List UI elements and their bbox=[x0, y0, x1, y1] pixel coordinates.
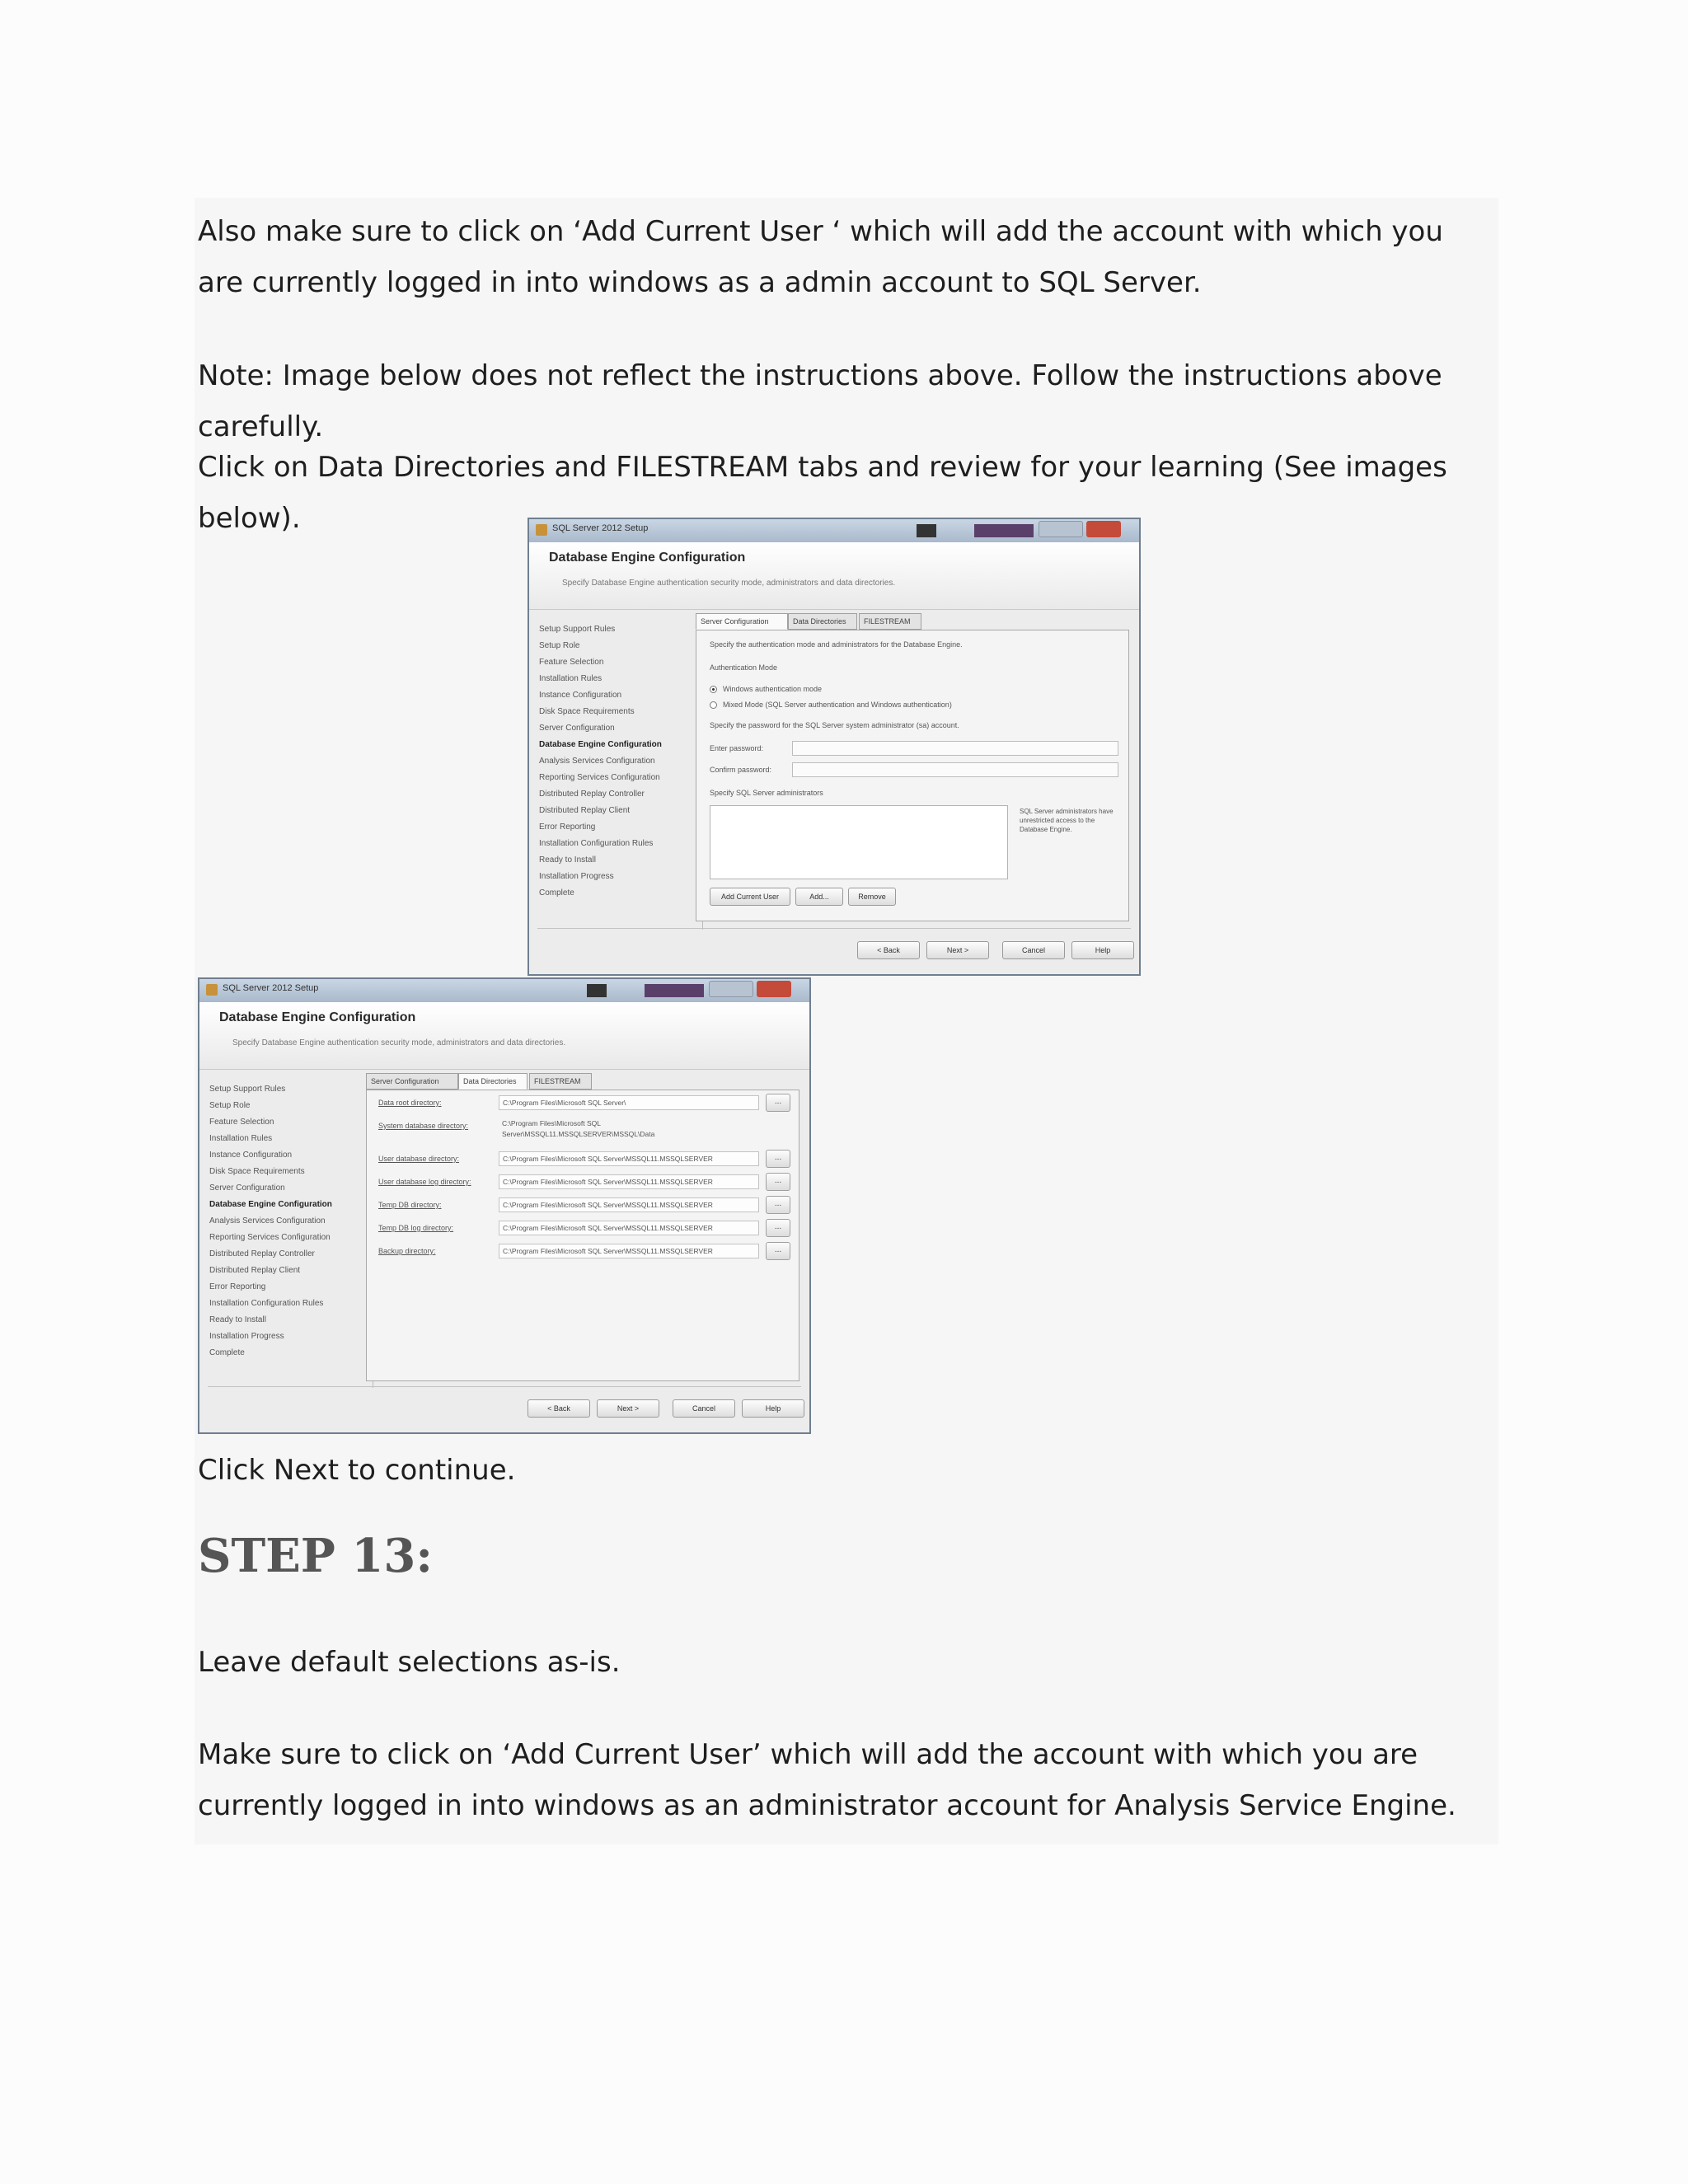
data-directories-panel bbox=[366, 1090, 799, 1381]
confirm-password-field[interactable] bbox=[792, 762, 1118, 777]
window-title: SQL Server 2012 Setup bbox=[223, 983, 319, 993]
dir-label: Temp DB log directory: bbox=[378, 1224, 454, 1232]
close-icon[interactable] bbox=[1086, 521, 1121, 537]
windows-auth-radio[interactable] bbox=[710, 686, 717, 693]
nav-item[interactable]: Setup Support Rules bbox=[539, 625, 616, 634]
dialog-header bbox=[529, 542, 1139, 610]
nav-item[interactable]: Complete bbox=[539, 888, 574, 898]
window-titlebar bbox=[529, 519, 1139, 542]
dir-value-field[interactable]: C:\Program Files\Microsoft SQL Server\MSSQL11.MSSQLSERVER bbox=[499, 1244, 759, 1258]
nav-item[interactable]: Reporting Services Configuration bbox=[209, 1233, 331, 1242]
window-title: SQL Server 2012 Setup bbox=[552, 523, 649, 533]
dir-value-field[interactable]: C:\Program Files\Microsoft SQL Server\MSSQL11.MSSQLSERVER bbox=[499, 1151, 759, 1166]
add-current-user-button[interactable]: Add Current User bbox=[710, 888, 790, 906]
auth-mode-label: Authentication Mode bbox=[710, 663, 778, 672]
dir-value-field[interactable]: C:\Program Files\Microsoft SQL Server\MSSQL11.MSSQLSERVER bbox=[499, 1221, 759, 1235]
tab-server-configuration[interactable]: Server Configuration bbox=[696, 613, 788, 630]
dialog-subtitle: Specify Database Engine authentication security mode, administrators and data directories. bbox=[562, 579, 896, 588]
nav-item-active[interactable]: Database Engine Configuration bbox=[539, 740, 662, 749]
auth-intro: Specify the authentication mode and administrators for the Database Engine. bbox=[710, 640, 963, 649]
mixed-mode-label: Mixed Mode (SQL Server authentication and Windows authentication) bbox=[723, 701, 952, 709]
paragraph-click-next: Click Next to continue. bbox=[198, 1454, 516, 1487]
nav-item[interactable]: Distributed Replay Client bbox=[209, 1266, 301, 1275]
server-config-panel bbox=[696, 630, 1129, 921]
nav-item-active[interactable]: Database Engine Configuration bbox=[209, 1200, 332, 1209]
step-13-heading: STEP 13: bbox=[198, 1529, 434, 1583]
dialog-header bbox=[199, 1002, 809, 1070]
nav-item[interactable]: Disk Space Requirements bbox=[539, 707, 635, 716]
next-button[interactable]: Next > bbox=[926, 941, 989, 959]
minimize-maximize-icon[interactable] bbox=[1039, 521, 1083, 537]
nav-item[interactable]: Ready to Install bbox=[539, 855, 596, 865]
screenshot-server-configuration bbox=[528, 518, 1141, 976]
dir-label: Data root directory: bbox=[378, 1099, 442, 1107]
next-button[interactable]: Next > bbox=[597, 1399, 659, 1418]
nav-item[interactable]: Feature Selection bbox=[209, 1118, 274, 1127]
paragraph-leave-defaults: Leave default selections as-is. bbox=[198, 1646, 621, 1679]
dir-value-readonly: C:\Program Files\Microsoft SQL Server\MSSQL11.MSSQLSERVER\MSSQL\Data bbox=[502, 1119, 655, 1138]
dir-label: Temp DB directory: bbox=[378, 1201, 442, 1209]
nav-item[interactable]: Analysis Services Configuration bbox=[209, 1216, 326, 1226]
nav-item[interactable]: Installation Progress bbox=[209, 1332, 284, 1341]
dir-label: System database directory: bbox=[378, 1122, 469, 1130]
confirm-password-label: Confirm password: bbox=[710, 766, 772, 774]
setup-steps-nav bbox=[209, 1081, 371, 1361]
minimize-maximize-icon[interactable] bbox=[709, 981, 753, 997]
nav-item[interactable]: Analysis Services Configuration bbox=[539, 757, 655, 766]
cancel-button[interactable]: Cancel bbox=[1002, 941, 1065, 959]
remove-button[interactable]: Remove bbox=[848, 888, 896, 906]
browse-button[interactable]: ... bbox=[766, 1150, 790, 1168]
dir-value-field[interactable]: C:\Program Files\Microsoft SQL Server\MSSQL11.MSSQLSERVER bbox=[499, 1174, 759, 1189]
cancel-button[interactable]: Cancel bbox=[673, 1399, 735, 1418]
browse-button[interactable]: ... bbox=[766, 1094, 790, 1112]
dialog-subtitle: Specify Database Engine authentication security mode, administrators and data directories. bbox=[232, 1038, 566, 1047]
tab-filestream[interactable]: FILESTREAM bbox=[859, 613, 921, 630]
nav-item[interactable]: Instance Configuration bbox=[539, 691, 622, 700]
nav-item[interactable]: Error Reporting bbox=[539, 823, 596, 832]
nav-item[interactable]: Distributed Replay Controller bbox=[539, 790, 645, 799]
admins-help-text: SQL Server administrators have unrestricted access to the Database Engine. bbox=[1020, 808, 1114, 833]
nav-item[interactable]: Instance Configuration bbox=[209, 1151, 293, 1160]
help-button[interactable]: Help bbox=[742, 1399, 804, 1418]
nav-item[interactable]: Server Configuration bbox=[209, 1183, 285, 1193]
paragraph-add-current-user-analysis: Make sure to click on ‘Add Current User’ which will add the account with which you are currently logged in into windows as an administrator account for Analysis Service Engine. bbox=[198, 1738, 1456, 1822]
nav-item[interactable]: Error Reporting bbox=[209, 1282, 266, 1291]
nav-item[interactable]: Disk Space Requirements bbox=[209, 1167, 305, 1176]
nav-item[interactable]: Distributed Replay Controller bbox=[209, 1249, 315, 1258]
nav-item[interactable]: Server Configuration bbox=[539, 724, 615, 733]
browse-button[interactable]: ... bbox=[766, 1242, 790, 1260]
admins-listbox[interactable] bbox=[710, 805, 1008, 879]
nav-item[interactable]: Distributed Replay Client bbox=[539, 806, 631, 815]
help-button[interactable]: Help bbox=[1071, 941, 1134, 959]
paragraph-review-tabs: Click on Data Directories and FILESTREAM tabs and review for your learning (See images below). bbox=[198, 451, 1447, 535]
dir-label: User database directory: bbox=[378, 1155, 460, 1163]
enter-password-field[interactable] bbox=[792, 741, 1118, 756]
setup-steps-nav bbox=[539, 621, 701, 902]
dir-value-field[interactable]: C:\Program Files\Microsoft SQL Server\MSSQL11.MSSQLSERVER bbox=[499, 1197, 759, 1212]
admins-label: Specify SQL Server administrators bbox=[710, 789, 823, 797]
dialog-title: Database Engine Configuration bbox=[549, 551, 746, 565]
nav-item[interactable]: Ready to Install bbox=[209, 1315, 266, 1324]
tab-filestream[interactable]: FILESTREAM bbox=[529, 1073, 592, 1090]
nav-item[interactable]: Complete bbox=[209, 1348, 245, 1357]
dir-label: Backup directory: bbox=[378, 1247, 436, 1255]
back-button[interactable]: < Back bbox=[528, 1399, 590, 1418]
dir-label: User database log directory: bbox=[378, 1178, 471, 1186]
browse-button[interactable]: ... bbox=[766, 1196, 790, 1214]
dialog-title: Database Engine Configuration bbox=[219, 1010, 416, 1024]
window-titlebar bbox=[199, 979, 809, 1002]
mixed-mode-radio[interactable] bbox=[710, 701, 717, 709]
add-button[interactable]: Add... bbox=[795, 888, 843, 906]
nav-item[interactable]: Feature Selection bbox=[539, 658, 604, 667]
nav-item[interactable]: Installation Configuration Rules bbox=[209, 1299, 324, 1308]
tab-data-directories[interactable]: Data Directories bbox=[458, 1073, 528, 1090]
screenshot-data-directories bbox=[198, 977, 811, 1434]
tab-data-directories[interactable]: Data Directories bbox=[788, 613, 857, 630]
nav-item[interactable]: Setup Role bbox=[539, 641, 580, 650]
dir-value-field[interactable]: C:\Program Files\Microsoft SQL Server\ bbox=[499, 1095, 759, 1110]
sql-setup-icon bbox=[206, 984, 218, 996]
back-button[interactable]: < Back bbox=[857, 941, 920, 959]
nav-item[interactable]: Installation Rules bbox=[209, 1134, 273, 1143]
nav-item[interactable]: Installation Configuration Rules bbox=[539, 839, 654, 848]
tab-server-configuration[interactable]: Server Configuration bbox=[366, 1073, 458, 1090]
close-icon[interactable] bbox=[757, 981, 791, 997]
windows-auth-label: Windows authentication mode bbox=[723, 685, 823, 693]
paragraph-note: Note: Image below does not reflect the instructions above. Follow the instructions above carefully. bbox=[198, 359, 1442, 443]
nav-item[interactable]: Installation Progress bbox=[539, 872, 614, 881]
nav-item[interactable]: Setup Role bbox=[209, 1101, 251, 1110]
paragraph-add-current-user: Also make sure to click on ‘Add Current User ‘ which will add the account with which you are currently logged in into windows as a admin account to SQL Server. bbox=[198, 215, 1443, 299]
sql-setup-icon bbox=[536, 524, 547, 536]
browse-button[interactable]: ... bbox=[766, 1173, 790, 1191]
sa-password-note: Specify the password for the SQL Server system administrator (sa) account. bbox=[710, 721, 959, 729]
browse-button[interactable]: ... bbox=[766, 1219, 790, 1237]
nav-item[interactable]: Setup Support Rules bbox=[209, 1085, 286, 1094]
nav-item[interactable]: Installation Rules bbox=[539, 674, 603, 683]
nav-item[interactable]: Reporting Services Configuration bbox=[539, 773, 660, 782]
enter-password-label: Enter password: bbox=[710, 744, 764, 752]
